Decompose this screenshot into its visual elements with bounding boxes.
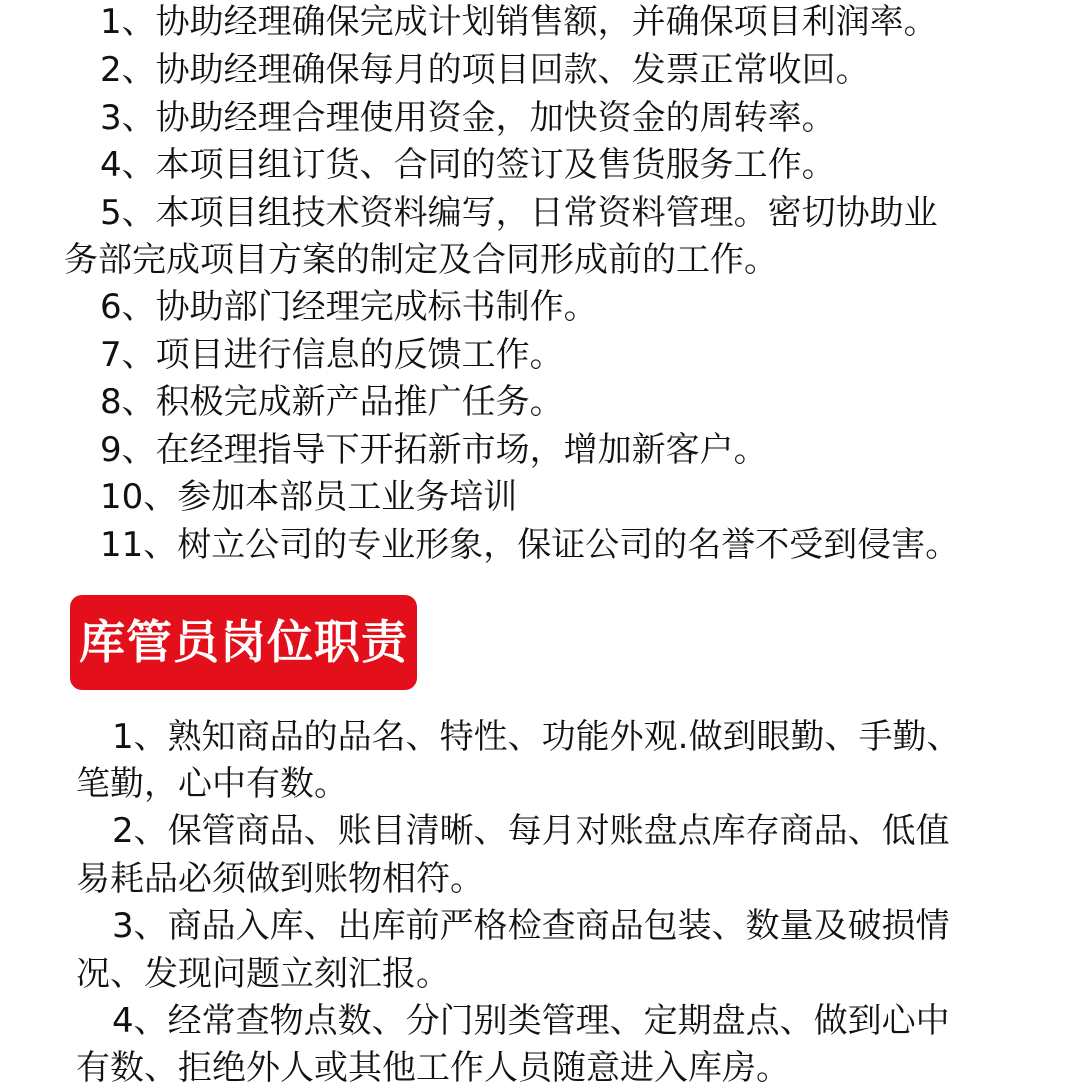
duty-line: 6、协助部门经理完成标书制作。 [100,287,598,327]
duty-line: 10、参加本部员工业务培训 [100,477,518,517]
duty-line: 1、熟知商品的品名、特性、功能外观.做到眼勤、手勤、 [112,717,961,757]
duty-line: 1、协助经理确保完成计划销售额，并确保项目利润率。 [100,2,938,42]
duty-line: 4、本项目组订货、合同的签订及售货服务工作。 [100,145,836,185]
duty-line: 11、树立公司的专业形象，保证公司的名誉不受到侵害。 [100,525,960,565]
duty-line: 况、发现问题立刻汇报。 [76,954,450,994]
duty-line: 9、在经理指导下开拓新市场，增加新客户。 [100,430,768,470]
duty-line: 3、商品入库、出库前严格检查商品包装、数量及破损情 [112,906,950,946]
duty-line: 3、协助经理合理使用资金，加快资金的周转率。 [100,98,836,138]
duty-line: 7、项目进行信息的反馈工作。 [100,335,564,375]
duty-line: 5、本项目组技术资料编写，日常资料管理。密切协助业 [100,193,938,233]
duty-line: 务部完成项目方案的制定及合同形成前的工作。 [64,240,778,280]
duty-line: 2、保管商品、账目清晰、每月对账盘点库存商品、低值 [112,811,950,851]
duty-line: 2、协助经理确保每月的项目回款、发票正常收回。 [100,50,870,90]
duty-line: 有数、拒绝外人或其他工作人员随意进入库房。 [76,1048,790,1088]
duty-line: 8、积极完成新产品推广任务。 [100,382,564,422]
section-title-badge: 库管员岗位职责 [70,595,417,690]
duty-line: 笔勤，心中有数。 [76,764,348,804]
duty-line: 4、经常查物点数、分门别类管理、定期盘点、做到心中 [112,1001,950,1041]
duty-line: 易耗品必须做到账物相符。 [76,859,484,899]
